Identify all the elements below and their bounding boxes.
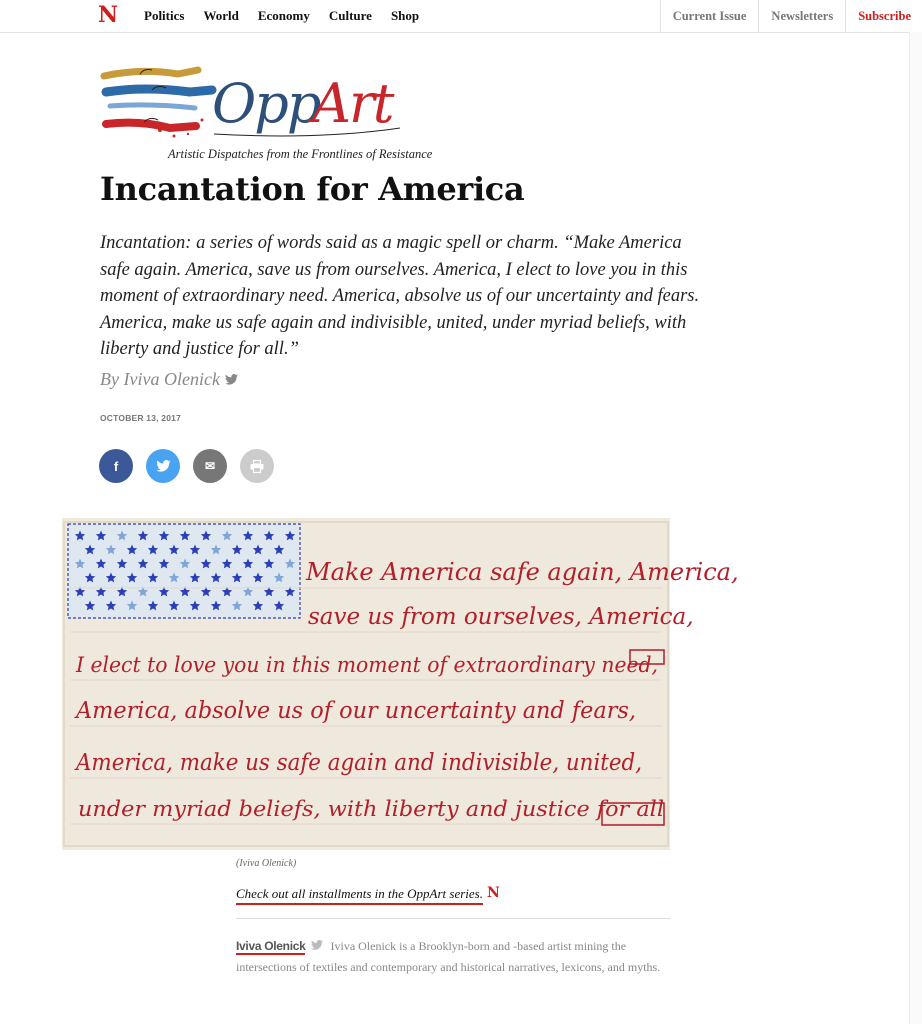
embroidered-flag-art bbox=[62, 518, 739, 850]
site-logo[interactable]: N bbox=[98, 2, 119, 28]
current-issue-link[interactable]: Current Issue bbox=[660, 0, 759, 32]
twitter-share-button[interactable] bbox=[146, 449, 180, 483]
nav-culture[interactable]: Culture bbox=[328, 8, 372, 23]
stitched-line: America, make us safe again and indivisible, united, bbox=[74, 750, 642, 776]
oppart-wordmark-art: Art bbox=[312, 72, 393, 135]
pointing-hands-icon bbox=[104, 70, 212, 138]
scrollbar[interactable] bbox=[909, 32, 922, 1024]
author-bio bbox=[236, 936, 676, 978]
artwork-image bbox=[62, 518, 739, 850]
facebook-share-button[interactable] bbox=[99, 449, 133, 483]
article-dek: Incantation: a series of words said as a magic spell or charm. “Make America safe again. America, save us from ourselves. America, I elect to love you in this moment of extraordinary need. America, absolve us of our uncertainty and fears. America, make us safe again and indivisible, united, under myriad beliefs, with liberty and justice for all.” bbox=[100, 233, 700, 359]
print-button[interactable] bbox=[240, 449, 274, 483]
article-title: Incantation for America bbox=[100, 170, 525, 208]
utility-nav bbox=[660, 0, 922, 32]
author-link[interactable]: By Iviva Olenick bbox=[100, 369, 220, 389]
facebook-icon: f bbox=[113, 458, 119, 474]
byline bbox=[100, 369, 238, 390]
stitched-line: save us from ourselves, America, bbox=[308, 604, 694, 630]
nav-politics[interactable]: Politics bbox=[144, 8, 185, 23]
share-buttons bbox=[99, 449, 274, 483]
stitched-line: America, absolve us of our uncertainty and fears, bbox=[74, 698, 636, 724]
email-share-button[interactable] bbox=[193, 449, 227, 483]
nav-world[interactable]: World bbox=[203, 8, 239, 23]
divider bbox=[236, 918, 670, 919]
printer-icon bbox=[250, 460, 264, 473]
bio-text: Iviva Olenick is a Brooklyn-born and -based artist mining the intersections of textiles and contemporary and historical narratives, lexicons, and myths. bbox=[236, 939, 661, 974]
stitched-line: under myriad beliefs, with liberty and justice for all bbox=[78, 797, 664, 821]
twitter-icon[interactable] bbox=[225, 374, 238, 385]
nav-economy[interactable]: Economy bbox=[257, 8, 310, 23]
newsletters-link[interactable]: Newsletters bbox=[758, 0, 845, 32]
twitter-icon bbox=[156, 460, 171, 472]
envelope-icon: ✉ bbox=[204, 459, 216, 473]
stitched-line: Make America safe again, America, bbox=[306, 558, 739, 586]
series-logo-icon: N bbox=[487, 885, 500, 901]
oppart-logo-art bbox=[100, 48, 460, 148]
subscribe-link[interactable]: Subscribe bbox=[845, 0, 922, 32]
section-nav bbox=[144, 0, 419, 32]
publish-date: OCTOBER 13, 2017 bbox=[100, 413, 181, 423]
top-nav bbox=[0, 0, 922, 33]
oppart-banner[interactable] bbox=[100, 48, 460, 166]
image-caption: (Iviva Olenick) bbox=[236, 858, 297, 869]
twitter-icon[interactable] bbox=[311, 940, 323, 950]
stitched-line: I elect to love you in this moment of extraordinary need, bbox=[75, 653, 659, 678]
oppart-wordmark: Opp bbox=[212, 72, 320, 135]
banner-tagline: Artistic Dispatches from the Frontlines of Resistance bbox=[168, 147, 433, 161]
nav-shop[interactable]: Shop bbox=[390, 8, 420, 23]
bio-author-link[interactable]: Iviva Olenick bbox=[236, 939, 306, 953]
series-link[interactable]: Check out all installments in the OppArt series. bbox=[236, 886, 483, 905]
